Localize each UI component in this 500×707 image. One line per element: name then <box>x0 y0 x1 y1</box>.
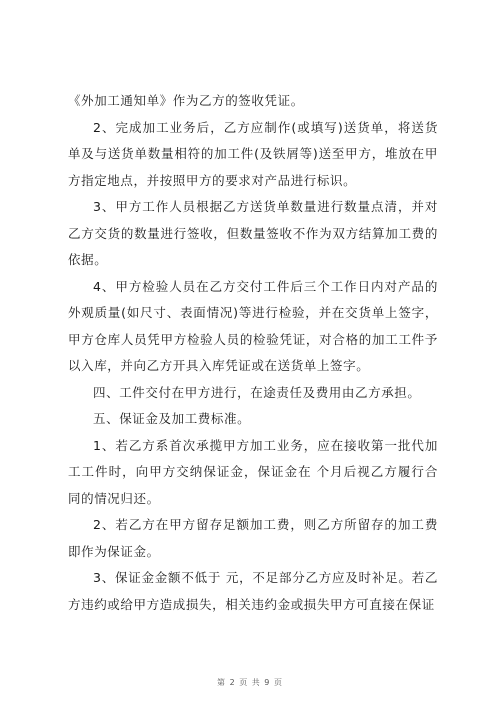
paragraph-2: 2、完成加工业务后，乙方应制作(或填写)送货单，将送货单及与送货单数量相符的加工件(及铁屑等)送至甲方，堆放在甲方指定地点，并按照甲方的要求对产品进行标识。 <box>68 119 438 188</box>
paragraph-7: 1、若乙方系首次承揽甲方加工业务，应在接收第一批代加工工件时，向甲方交纳保证金，保证金在 个月后视乙方履行合同的情况归还。 <box>68 437 438 506</box>
paragraph-5: 四、工件交付在甲方进行，在途责任及费用由乙方承担。 <box>93 384 421 400</box>
paragraph-8: 2、若乙方在甲方留存足额加工费，则乙方所留存的加工费即作为保证金。 <box>68 517 438 559</box>
paragraph-9: 3、保证金金额不低于 元，不足部分乙方应及时补足。若乙方违约或给甲方造成损失，相关违约金或损失甲方可直接在保证 <box>68 570 438 612</box>
paragraph-6: 五、保证金及加工费标准。 <box>93 411 251 426</box>
page-number-footer: 第 2 页 共 9 页 <box>217 678 283 687</box>
paragraph-3: 3、甲方工作人员根据乙方送货单数量进行数量点清，并对乙方交货的数量进行签收，但数量签收不作为双方结算加工费的依据。 <box>68 199 438 267</box>
document-body <box>68 88 438 618</box>
paragraph-1: 《外加工通知单》作为乙方的签收凭证。 <box>68 93 304 108</box>
paragraph-4: 4、甲方检验人员在乙方交付工件后三个工作日内对产品的外观质量(如尺寸、表面情况)等进行检验，并在交货单上签字，甲方仓库人员凭甲方检验人员的检验凭证，对合格的加工工件予以入库，并向乙方开具入库凭证或在送货单上签字。 <box>68 278 438 373</box>
